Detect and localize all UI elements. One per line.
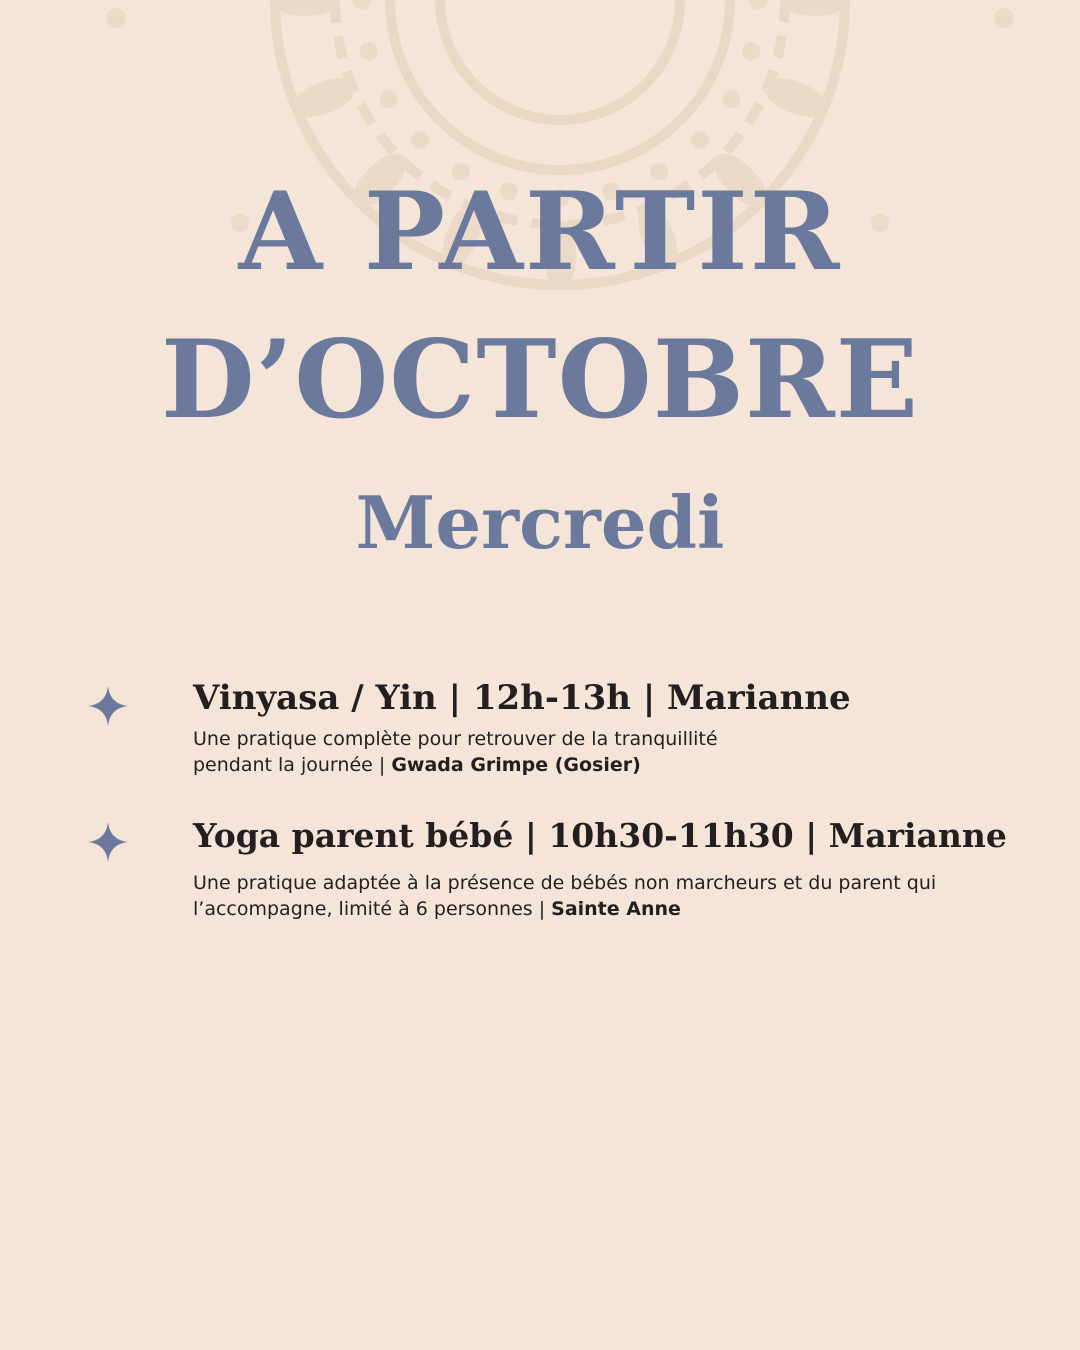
class-location: Sainte Anne bbox=[551, 898, 681, 920]
sparkle-icon bbox=[88, 686, 128, 726]
mandala-petal bbox=[271, 0, 339, 16]
class-description-line-1: Une pratique complète pour retrouver de la tranquillité bbox=[193, 728, 718, 750]
mandala-dot bbox=[742, 42, 760, 60]
mandala-dot bbox=[380, 90, 398, 108]
mandala-dot bbox=[360, 42, 378, 60]
class-description-line-2 bbox=[193, 752, 641, 778]
class-description-text: l’accompagne, limité à 6 personnes | bbox=[193, 898, 552, 920]
class-description-line-1: Une pratique adaptée à la présence de bébés non marcheurs et du parent qui bbox=[193, 872, 937, 894]
class-description-line-2 bbox=[193, 896, 681, 922]
day-subtitle: Mercredi bbox=[355, 480, 725, 565]
class-title: Vinyasa / Yin | 12h-13h | Marianne bbox=[193, 678, 851, 718]
mandala-dot bbox=[722, 90, 740, 108]
mandala-dot bbox=[353, 0, 371, 9]
mandala-dot bbox=[411, 131, 429, 149]
mandala-dot bbox=[691, 131, 709, 149]
class-description-text: pendant la journée | bbox=[193, 754, 392, 776]
headline-line-1: A PARTIR bbox=[238, 169, 842, 295]
sparkle-icon bbox=[88, 822, 128, 862]
mandala-petal bbox=[781, 0, 849, 16]
class-title: Yoga parent bébé | 10h30-11h30 | Marianne bbox=[193, 816, 1007, 855]
class-location: Gwada Grimpe (Gosier) bbox=[391, 754, 641, 776]
headline-line-2: D’OCTOBRE bbox=[160, 317, 920, 443]
mandala-dot bbox=[749, 0, 767, 9]
